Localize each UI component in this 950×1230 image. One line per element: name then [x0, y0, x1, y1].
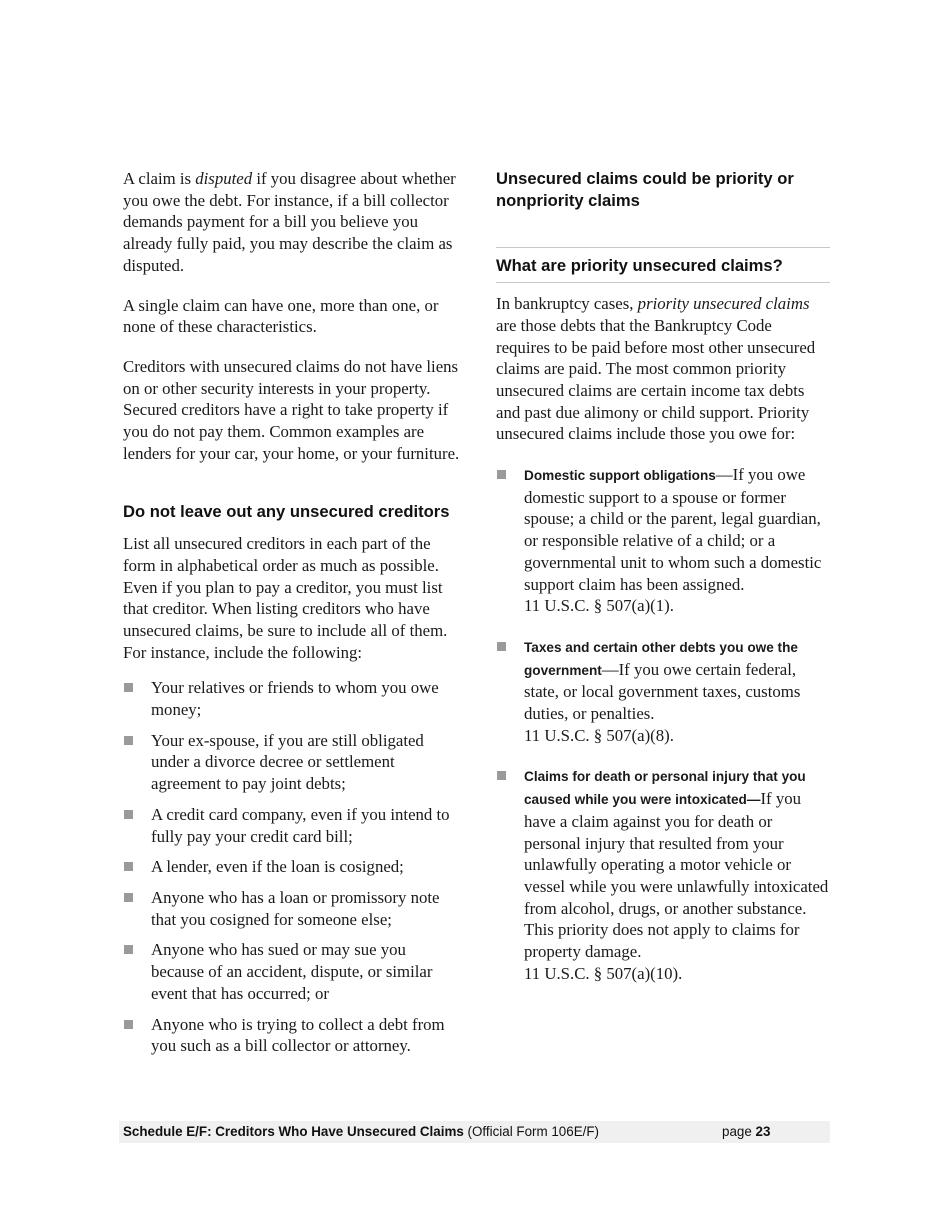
disputed-paragraph: A claim is disputed if you disagree about whether you owe the debt. For instance, if a bill collector demands payment for a bill you believe you already fully paid, you may describe the claim as disputed.	[123, 169, 456, 275]
page-footer	[119, 1121, 830, 1143]
unsecured-creditors-paragraph: Creditors with unsecured claims do not have liens on or other security interests in your property. Secured creditors have a right to take property if you do not pay them. Common examples are lenders for your car, your home, or your furniture.	[123, 356, 460, 463]
footer-page-number: page 23	[722, 1124, 771, 1139]
list-item: Anyone who is trying to collect a debt from you such as a bill collector or attorney.	[123, 1014, 463, 1057]
list-item	[496, 464, 830, 617]
disputed-term: disputed	[195, 169, 253, 188]
item-lead: Taxes and certain other debts you owe the government	[524, 639, 798, 678]
priority-intro-paragraph: In bankruptcy cases, priority unsecured claims are those debts that the Bankruptcy Code requires to be paid before most other unsecured claims are paid. The most common priority unsecured claims are certain income tax debts and past due alimony or child support. Priority unsecured claims include those you owe for:	[496, 294, 816, 444]
creditor-examples-list	[123, 677, 463, 1057]
item-citation: 11 U.S.C. § 507(a)(10).	[524, 963, 683, 983]
item-text: —If you owe certain federal, state, or local government taxes, customs duties, or penalties.	[524, 659, 801, 724]
item-text: —If you owe domestic support to a spouse or former spouse; a child or the parent, legal guardian, or responsible relative of a child; or a governmental unit to whom such a domestic support claim has been assigned.	[524, 465, 822, 594]
list-creditors-paragraph: List all unsecured creditors in each part of the form in alphabetical order as much as possible. Even if you plan to pay a creditor, you must list that creditor. When listing creditors who have unsecured claims, be sure to include all of them. For instance, include the following:	[123, 534, 448, 662]
bullet-square-icon	[124, 683, 133, 692]
priority-claims-list	[496, 464, 830, 984]
section-heading-priority-or-nonpriority: Unsecured claims could be priority or nonpriority claims	[496, 169, 794, 210]
divider-top	[496, 247, 830, 248]
item-lead: Claims for death or personal injury that you caused while you were intoxicated—	[524, 769, 806, 808]
divider-bottom	[496, 282, 830, 283]
bullet-square-icon	[497, 470, 506, 479]
list-item: Your relatives or friends to whom you owe money;	[123, 677, 463, 720]
left-column	[123, 168, 463, 1057]
bullet-square-icon	[497, 642, 506, 651]
bullet-square-icon	[124, 810, 133, 819]
list-item: A lender, even if the loan is cosigned;	[123, 856, 463, 878]
section-heading-unsecured-creditors: Do not leave out any unsecured creditors	[123, 502, 450, 522]
bullet-square-icon	[124, 736, 133, 745]
section-heading-priority-unsecured-claims: What are priority unsecured claims?	[496, 256, 783, 276]
list-item: A credit card company, even if you intend to fully pay your credit card bill;	[123, 804, 463, 847]
bullet-square-icon	[124, 893, 133, 902]
item-text: If you have a claim against you for death or personal injury that resulted from your unlawfully operating a motor vehicle or vessel while you were unlawfully intoxicated from alcohol, drugs, or another substance. This priority does not apply to claims for property damage.	[524, 789, 829, 962]
bullet-square-icon	[124, 1020, 133, 1029]
list-item: Your ex-spouse, if you are still obligated under a divorce decree or settlement agreement to pay joint debts;	[123, 730, 463, 795]
list-item: Anyone who has a loan or promissory note that you cosigned for someone else;	[123, 887, 463, 930]
list-item	[496, 636, 830, 747]
item-lead: Domestic support obligations	[524, 468, 716, 484]
right-column	[496, 168, 830, 985]
list-item: Anyone who has sued or may sue you because of an accident, dispute, or similar event that has occurred; or	[123, 939, 463, 1004]
bullet-square-icon	[124, 862, 133, 871]
bullet-square-icon	[497, 771, 506, 780]
list-item	[496, 765, 830, 984]
characteristics-paragraph: A single claim can have one, more than one, or none of these characteristics.	[123, 295, 439, 337]
item-citation: 11 U.S.C. § 507(a)(1).	[524, 596, 674, 616]
item-citation: 11 U.S.C. § 507(a)(8).	[524, 725, 674, 745]
bullet-square-icon	[124, 945, 133, 954]
priority-unsecured-claims-term: priority unsecured claims	[637, 294, 810, 314]
footer-form-title: Schedule E/F: Creditors Who Have Unsecured Claims (Official Form 106E/F)	[123, 1124, 599, 1139]
